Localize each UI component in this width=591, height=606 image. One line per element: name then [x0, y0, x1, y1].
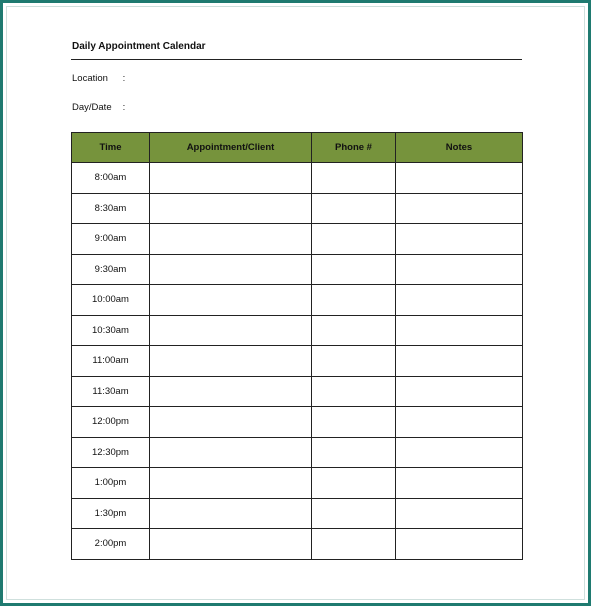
appointment-client-cell[interactable]	[150, 163, 312, 194]
notes-cell[interactable]	[396, 254, 523, 285]
table-row	[72, 529, 523, 560]
table-row	[72, 437, 523, 468]
table-row	[72, 407, 523, 438]
phone-cell[interactable]	[312, 468, 396, 499]
table-row	[72, 498, 523, 529]
phone-cell[interactable]	[312, 254, 396, 285]
time-cell: 11:30am	[72, 376, 150, 407]
phone-cell[interactable]	[312, 376, 396, 407]
appointment-client-cell[interactable]	[150, 346, 312, 377]
header-appointment-client: Appointment/Client	[150, 133, 312, 163]
time-cell: 1:30pm	[72, 498, 150, 529]
phone-cell[interactable]	[312, 315, 396, 346]
phone-cell[interactable]	[312, 346, 396, 377]
appointment-table	[71, 132, 523, 560]
table-row	[72, 376, 523, 407]
daydate-colon: :	[122, 102, 126, 113]
daydate-label: Day/Date	[72, 102, 112, 113]
notes-cell[interactable]	[396, 376, 523, 407]
appointment-client-cell[interactable]	[150, 315, 312, 346]
phone-cell[interactable]	[312, 437, 396, 468]
notes-cell[interactable]	[396, 285, 523, 316]
phone-cell[interactable]	[312, 285, 396, 316]
location-colon: :	[122, 73, 126, 84]
table-row	[72, 468, 523, 499]
header-phone: Phone #	[312, 133, 396, 163]
time-cell: 8:30am	[72, 193, 150, 224]
document-title: Daily Appointment Calendar	[72, 41, 206, 52]
appointment-client-cell[interactable]	[150, 193, 312, 224]
appointment-client-cell[interactable]	[150, 376, 312, 407]
header-notes: Notes	[396, 133, 523, 163]
phone-cell[interactable]	[312, 193, 396, 224]
title-underline	[71, 59, 522, 60]
time-cell: 11:00am	[72, 346, 150, 377]
location-label: Location	[72, 73, 108, 84]
time-cell: 12:30pm	[72, 437, 150, 468]
phone-cell[interactable]	[312, 407, 396, 438]
appointment-client-cell[interactable]	[150, 529, 312, 560]
table-row	[72, 193, 523, 224]
table-row	[72, 254, 523, 285]
table-body	[72, 163, 523, 560]
time-cell: 1:00pm	[72, 468, 150, 499]
notes-cell[interactable]	[396, 407, 523, 438]
notes-cell[interactable]	[396, 529, 523, 560]
notes-cell[interactable]	[396, 315, 523, 346]
appointment-client-cell[interactable]	[150, 468, 312, 499]
appointment-client-cell[interactable]	[150, 254, 312, 285]
location-row	[72, 73, 125, 84]
phone-cell[interactable]	[312, 163, 396, 194]
appointment-client-cell[interactable]	[150, 407, 312, 438]
table-row	[72, 315, 523, 346]
time-cell: 10:00am	[72, 285, 150, 316]
appointment-client-cell[interactable]	[150, 437, 312, 468]
table-row	[72, 346, 523, 377]
notes-cell[interactable]	[396, 437, 523, 468]
notes-cell[interactable]	[396, 498, 523, 529]
notes-cell[interactable]	[396, 163, 523, 194]
phone-cell[interactable]	[312, 529, 396, 560]
notes-cell[interactable]	[396, 468, 523, 499]
phone-cell[interactable]	[312, 224, 396, 255]
time-cell: 10:30am	[72, 315, 150, 346]
time-cell: 12:00pm	[72, 407, 150, 438]
appointment-client-cell[interactable]	[150, 224, 312, 255]
time-cell: 2:00pm	[72, 529, 150, 560]
daydate-row	[72, 102, 125, 113]
table-header-row	[72, 133, 523, 163]
time-cell: 9:30am	[72, 254, 150, 285]
table-row	[72, 224, 523, 255]
table-row	[72, 285, 523, 316]
table-row	[72, 163, 523, 194]
time-cell: 9:00am	[72, 224, 150, 255]
notes-cell[interactable]	[396, 193, 523, 224]
notes-cell[interactable]	[396, 346, 523, 377]
phone-cell[interactable]	[312, 498, 396, 529]
appointment-client-cell[interactable]	[150, 498, 312, 529]
header-time: Time	[72, 133, 150, 163]
notes-cell[interactable]	[396, 224, 523, 255]
appointment-client-cell[interactable]	[150, 285, 312, 316]
time-cell: 8:00am	[72, 163, 150, 194]
